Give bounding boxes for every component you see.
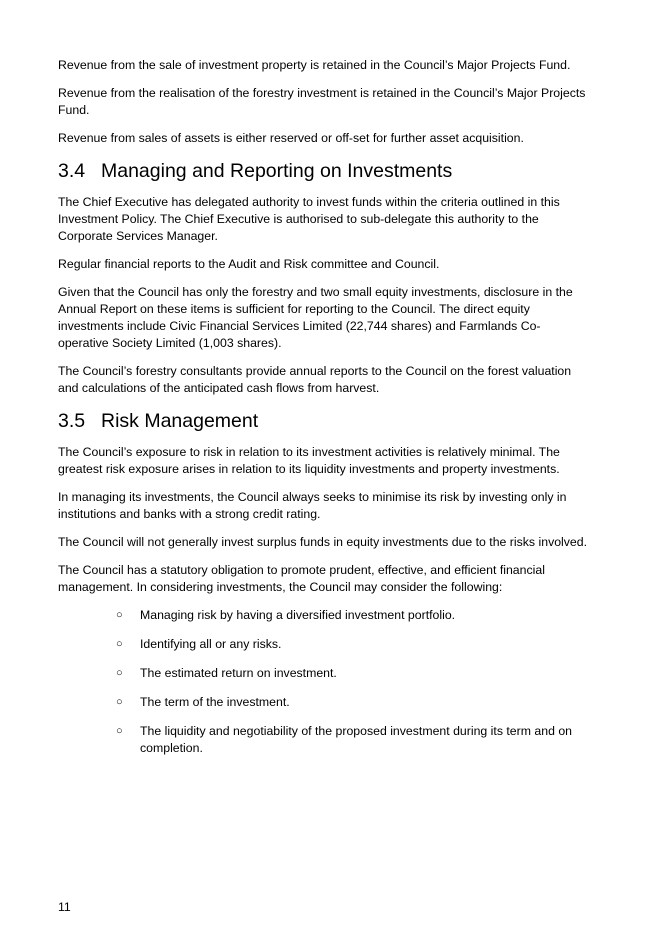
section-title: Managing and Reporting on Investments xyxy=(101,160,453,182)
section-title: Risk Management xyxy=(101,410,259,432)
section-3-5-paragraph-4: The Council has a statutory obligation to promote prudent, effective, and efficient financial management. In considering investments, the Council may consider the following: xyxy=(58,563,545,594)
section-3-4-paragraph-2: Regular financial reports to the Audit and Risk committee and Council. xyxy=(58,257,440,271)
page-number: 11 xyxy=(58,900,71,914)
list-item xyxy=(116,665,590,682)
section-number: 3.4 xyxy=(58,160,86,182)
section-number: 3.5 xyxy=(58,410,86,432)
list-item-text: The term of the investment. xyxy=(140,695,290,709)
list-item-text: The liquidity and negotiability of the proposed investment during its term and on completion. xyxy=(140,724,573,755)
consideration-list xyxy=(58,607,590,757)
hollow-circle-bullet-icon: ○ xyxy=(116,725,123,737)
section-3-4-paragraph-3: Given that the Council has only the forestry and two small equity investments, disclosure in the Annual Report on these items is sufficient for reporting to the Council. The direct equity investments include Civic Financial Services Limited (22,744 shares) and Farmlands Co-operative Society Limited (1,003 shares). xyxy=(58,285,573,350)
list-item xyxy=(116,607,590,624)
list-item-text: The estimated return on investment. xyxy=(140,666,337,680)
list-item-text: Identifying all or any risks. xyxy=(140,637,282,651)
section-3-4-paragraph-4: The Council’s forestry consultants provide annual reports to the Council on the forest valuation and calculations of the anticipated cash flows from harvest. xyxy=(58,364,572,395)
section-3-4-paragraph-1: The Chief Executive has delegated authority to invest funds within the criteria outlined in this Investment Policy. The Chief Executive is authorised to sub-delegate this authority to the Corporate Services Manager. xyxy=(58,195,560,243)
section-3-5-paragraph-3: The Council will not generally invest surplus funds in equity investments due to the risks involved. xyxy=(58,535,588,549)
hollow-circle-bullet-icon: ○ xyxy=(116,696,123,708)
list-item xyxy=(116,723,590,757)
intro-paragraph-1: Revenue from the sale of investment property is retained in the Council’s Major Projects Fund. xyxy=(58,58,571,72)
document-body xyxy=(58,57,590,769)
list-item xyxy=(116,636,590,653)
hollow-circle-bullet-icon: ○ xyxy=(116,667,123,679)
intro-paragraph-2: Revenue from the realisation of the forestry investment is retained in the Council’s Major Projects Fund. xyxy=(58,86,586,117)
section-heading-3-4 xyxy=(58,158,590,184)
section-heading-3-5 xyxy=(58,408,590,434)
list-item-text: Managing risk by having a diversified investment portfolio. xyxy=(140,608,456,622)
hollow-circle-bullet-icon: ○ xyxy=(116,609,123,621)
section-3-5-paragraph-1: The Council’s exposure to risk in relation to its investment activities is relatively minimal. The greatest risk exposure arises in relation to its liquidity investments and property investments. xyxy=(58,445,560,476)
list-item xyxy=(116,694,590,711)
intro-paragraph-3: Revenue from sales of assets is either reserved or off-set for further asset acquisition. xyxy=(58,131,524,145)
section-3-5-paragraph-2: In managing its investments, the Council always seeks to minimise its risk by investing only in institutions and banks with a strong credit rating. xyxy=(58,490,567,521)
hollow-circle-bullet-icon: ○ xyxy=(116,638,123,650)
